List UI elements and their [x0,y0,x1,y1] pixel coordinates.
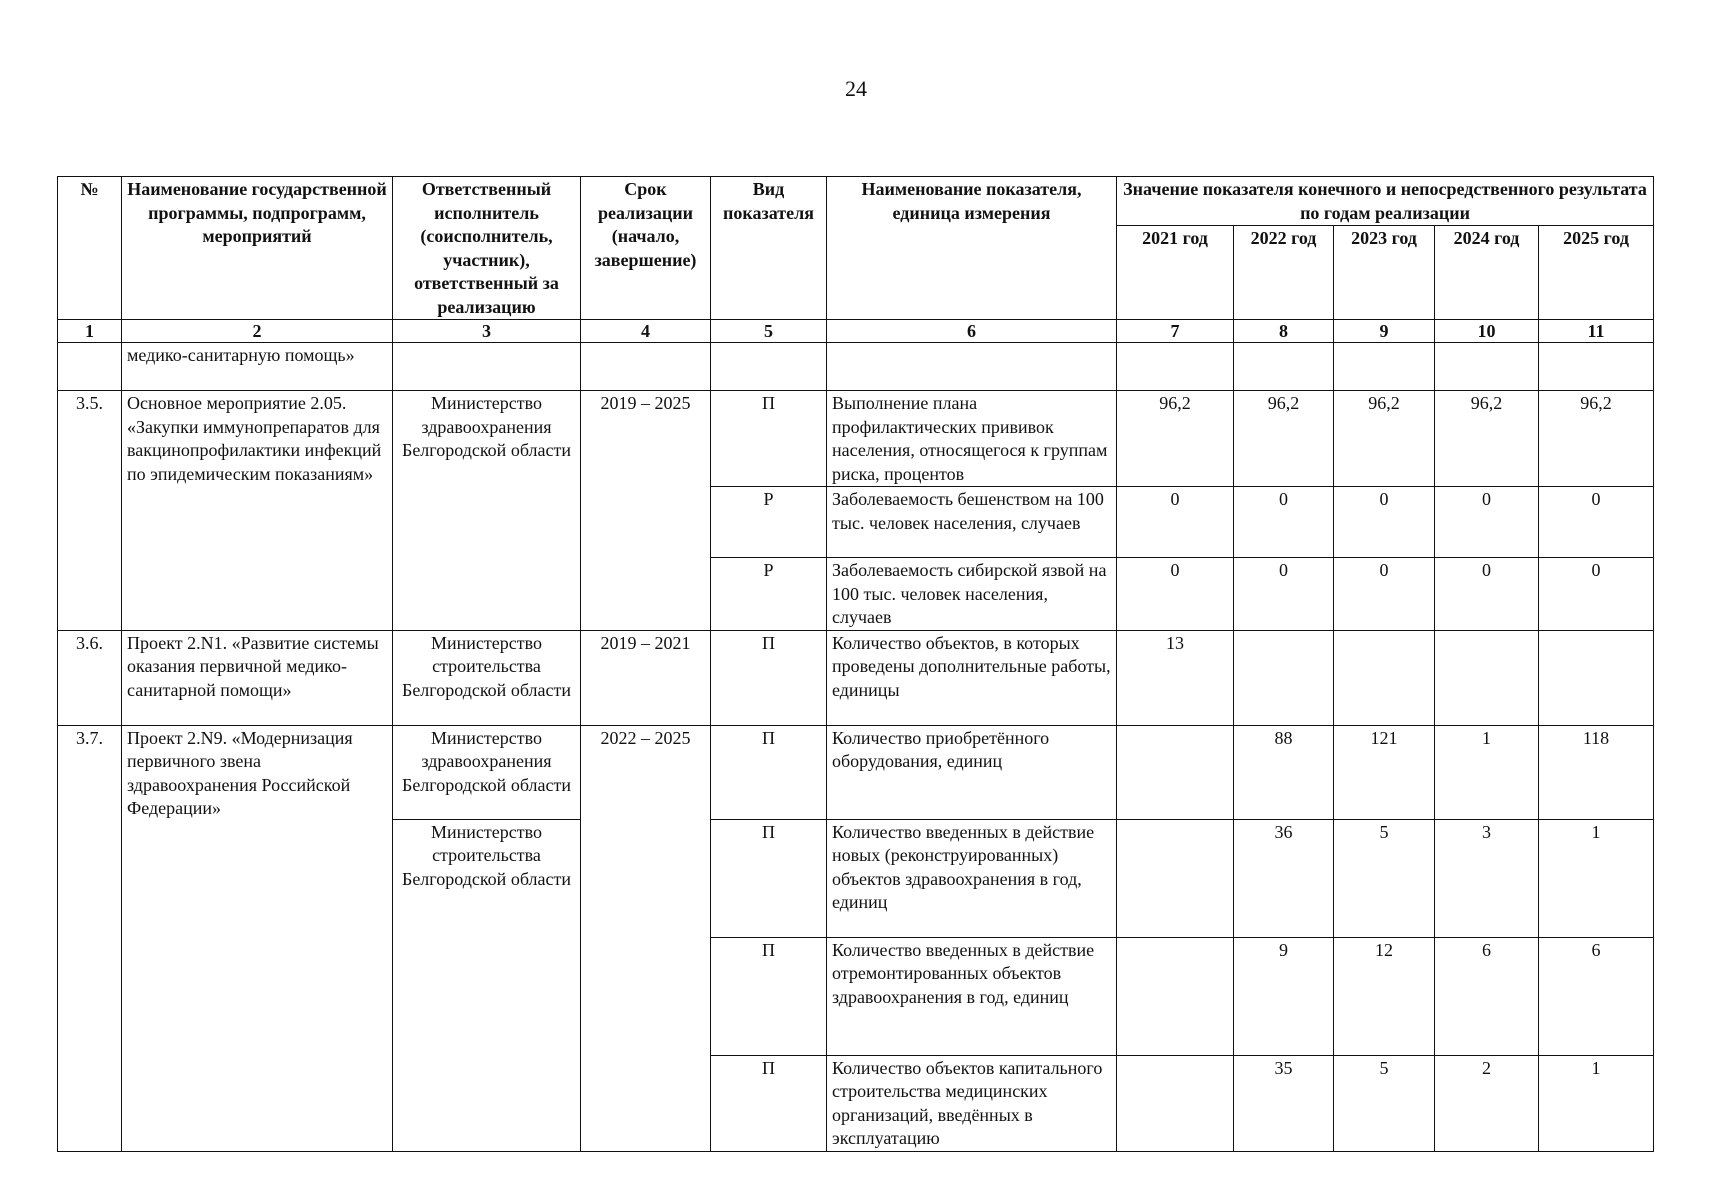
value-2023: 0 [1334,487,1435,558]
value-2024 [1435,630,1539,725]
value-2023: 121 [1334,725,1435,819]
value-2021: 0 [1117,487,1234,558]
value-2021 [1117,819,1234,937]
value-2024: 6 [1435,937,1539,1055]
value-2023 [1334,630,1435,725]
header-program-name: Наименование государственной программы, подпрограмм, мероприятий [122,177,393,320]
header-period: Срок реализации (начало, завершение) [581,177,711,320]
table-row [58,630,1654,725]
value-2023: 5 [1334,1055,1435,1151]
program-name: Основное мероприятие 2.05. «Закупки иммунопрепаратов для вакцинопрофилактики инфекций по эпидемическим показаниям» [122,391,393,631]
column-number: 7 [1117,320,1234,343]
indicator-name: Количество введенных в действие новых (реконструированных) объектов здравоохранения в год, единиц [827,819,1117,937]
cell-empty [58,343,122,391]
value-2024: 3 [1435,819,1539,937]
header-year: 2022 год [1234,226,1334,320]
value-2021 [1117,725,1234,819]
header-row [58,177,1654,226]
indicator-name: Количество введенных в действие отремонтированных объектов здравоохранения в год, единиц [827,937,1117,1055]
value-2021: 0 [1117,558,1234,631]
cell-empty [1334,343,1435,391]
header-year: 2023 год [1334,226,1435,320]
value-2025: 96,2 [1539,391,1654,487]
cell-empty [393,343,581,391]
value-2022: 9 [1234,937,1334,1055]
indicator-type: П [711,1055,827,1151]
table-row [58,391,1654,487]
column-number: 10 [1435,320,1539,343]
value-2024: 0 [1435,558,1539,631]
indicator-type: П [711,391,827,487]
indicator-type: П [711,819,827,937]
value-2024: 0 [1435,487,1539,558]
value-2025: 6 [1539,937,1654,1055]
value-2024: 2 [1435,1055,1539,1151]
row-number: 3.6. [58,630,122,725]
value-2022: 0 [1234,487,1334,558]
column-number: 4 [581,320,711,343]
cell-empty [711,343,827,391]
indicator-name: Заболеваемость сибирской язвой на 100 тыс. человек населения, случаев [827,558,1117,631]
column-numbers-row [58,320,1654,343]
indicator-name: Выполнение плана профилактических прививок населения, относящегося к группам риска, процентов [827,391,1117,487]
value-2025 [1539,630,1654,725]
value-2021: 96,2 [1117,391,1234,487]
column-number: 3 [393,320,581,343]
indicator-name: Количество приобретённого оборудования, единиц [827,725,1117,819]
cell-empty [1234,343,1334,391]
cell-empty [1117,343,1234,391]
value-2021 [1117,937,1234,1055]
cell-empty [1539,343,1654,391]
table-row [58,725,1654,819]
indicator-name: Количество объектов капитального строительства медицинских организаций, введённых в эксплуатацию [827,1055,1117,1151]
value-2025: 0 [1539,558,1654,631]
column-number: 6 [827,320,1117,343]
value-2022: 0 [1234,558,1334,631]
executor: Министерство строительства Белгородской области [393,819,581,1151]
indicator-type: П [711,630,827,725]
value-2025: 1 [1539,1055,1654,1151]
header-indicator-name: Наименование показателя, единица измерения [827,177,1117,320]
header-number: № [58,177,122,320]
period: 2019 – 2021 [581,630,711,725]
value-2022: 35 [1234,1055,1334,1151]
value-2024: 1 [1435,725,1539,819]
indicator-type: П [711,725,827,819]
header-year: 2024 год [1435,226,1539,320]
program-name: Проект 2.N1. «Развитие системы оказания первичной медико-санитарной помощи» [122,630,393,725]
column-number: 8 [1234,320,1334,343]
value-2023: 0 [1334,558,1435,631]
value-2023: 5 [1334,819,1435,937]
page-number: 24 [845,76,867,101]
value-2022: 36 [1234,819,1334,937]
column-number: 1 [58,320,122,343]
header-executor: Ответственный исполнитель (соисполнитель, участник), ответственный за реализацию [393,177,581,320]
column-number: 5 [711,320,827,343]
value-2025: 118 [1539,725,1654,819]
column-number: 2 [122,320,393,343]
indicator-name: Количество объектов, в которых проведены дополнительные работы, единицы [827,630,1117,725]
continuation-row [58,343,1654,391]
cell-empty [827,343,1117,391]
header-indicator-type: Вид показателя [711,177,827,320]
value-2022: 88 [1234,725,1334,819]
period: 2019 – 2025 [581,391,711,631]
indicator-name: Заболеваемость бешенством на 100 тыс. человек населения, случаев [827,487,1117,558]
continuation-text: медико-санитарную помощь» [122,343,393,391]
executor: Министерство здравоохранения Белгородской области [393,391,581,631]
column-number: 9 [1334,320,1435,343]
row-number: 3.7. [58,725,122,1151]
value-2022: 96,2 [1234,391,1334,487]
indicator-type: Р [711,487,827,558]
header-year: 2021 год [1117,226,1234,320]
value-2023: 96,2 [1334,391,1435,487]
executor: Министерство строительства Белгородской области [393,630,581,725]
program-name: Проект 2.N9. «Модернизация первичного звена здравоохранения Российской Федерации» [122,725,393,1151]
value-2025: 1 [1539,819,1654,937]
row-number: 3.5. [58,391,122,631]
cell-empty [581,343,711,391]
cell-empty [1435,343,1539,391]
value-2022 [1234,630,1334,725]
header-year: 2025 год [1539,226,1654,320]
value-2023: 12 [1334,937,1435,1055]
executor: Министерство здравоохранения Белгородской области [393,725,581,819]
indicator-type: Р [711,558,827,631]
indicator-type: П [711,937,827,1055]
value-2021: 13 [1117,630,1234,725]
value-2021 [1117,1055,1234,1151]
value-2025: 0 [1539,487,1654,558]
period: 2022 – 2025 [581,725,711,1151]
column-number: 11 [1539,320,1654,343]
value-2024: 96,2 [1435,391,1539,487]
header-values-group: Значение показателя конечного и непосредственного результата по годам реализации [1117,177,1654,226]
program-table [57,176,1654,1152]
